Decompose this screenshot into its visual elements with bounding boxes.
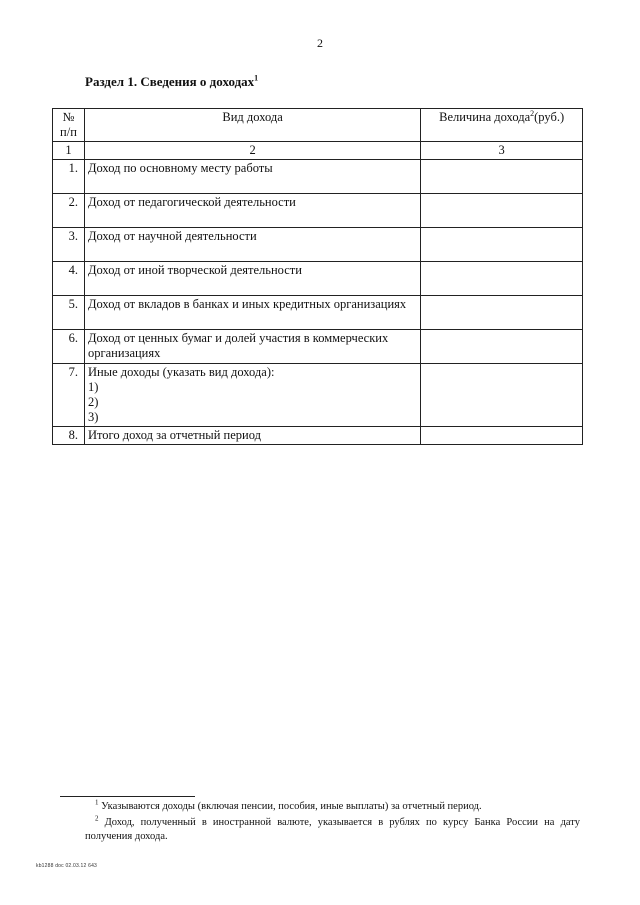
table-row-total bbox=[53, 427, 583, 445]
page-number: 2 bbox=[317, 36, 323, 50]
row-type-other-income bbox=[84, 364, 420, 427]
row-value-cell[interactable] bbox=[421, 296, 583, 330]
document-stamp: kb1288 doc 02.03.12 643 bbox=[36, 863, 98, 869]
footnote-2 bbox=[85, 816, 580, 844]
row-value-cell[interactable] bbox=[421, 262, 583, 296]
header-value-unit: (руб.) bbox=[534, 110, 565, 124]
table-row bbox=[53, 296, 583, 330]
row-value-cell[interactable] bbox=[421, 364, 583, 427]
footnote-1-text: Указываются доходы (включая пенсии, пособия, иные выплаты) за отчетный период. bbox=[101, 801, 482, 812]
row-num: 8. bbox=[53, 427, 85, 445]
column-index-1: 1 bbox=[53, 142, 85, 160]
header-num-line2: п/п bbox=[60, 125, 77, 139]
row-num: 6. bbox=[53, 330, 85, 364]
row-value-cell[interactable] bbox=[421, 330, 583, 364]
header-value-text: Величина дохода bbox=[439, 110, 531, 124]
row-value-cell[interactable] bbox=[421, 160, 583, 194]
header-row bbox=[53, 109, 583, 142]
table-row-other-income bbox=[53, 364, 583, 427]
table-row bbox=[53, 228, 583, 262]
row-type: Доход от иной творческой деятельности bbox=[84, 262, 420, 296]
row-type: Доход от вкладов в банках и иных кредитных организациях bbox=[84, 296, 420, 330]
section-title-text: Раздел 1. Сведения о доходах bbox=[85, 74, 255, 89]
row-type: Доход от педагогической деятельности bbox=[84, 194, 420, 228]
column-index-3: 3 bbox=[421, 142, 583, 160]
row-type: Доход от ценных бумаг и долей участия в коммерческих организациях bbox=[84, 330, 420, 364]
other-income-item-3: 3) bbox=[87, 410, 99, 424]
table-row bbox=[53, 262, 583, 296]
table-row bbox=[53, 194, 583, 228]
row-type: Доход от научной деятельности bbox=[84, 228, 420, 262]
footnote-1-mark: 1 bbox=[95, 798, 99, 807]
footnote-2-text: Доход, полученный в иностранной валюте, указывается в рублях по курсу Банка России на дату получения дохода. bbox=[85, 817, 580, 842]
row-num: 5. bbox=[53, 296, 85, 330]
footnote-divider bbox=[60, 796, 195, 797]
header-value-footnote-mark: 2 bbox=[530, 108, 535, 118]
row-value-cell[interactable] bbox=[421, 194, 583, 228]
section-title-footnote-mark: 1 bbox=[254, 73, 259, 83]
other-income-item-2: 2) bbox=[87, 395, 99, 409]
header-type: Вид дохода bbox=[84, 109, 420, 142]
table-row bbox=[53, 160, 583, 194]
header-value bbox=[421, 109, 583, 142]
income-table bbox=[52, 108, 583, 445]
row-num: 1. bbox=[53, 160, 85, 194]
row-num: 4. bbox=[53, 262, 85, 296]
footnote-1 bbox=[85, 800, 580, 814]
total-value-cell[interactable] bbox=[421, 427, 583, 445]
header-num-line1: № bbox=[62, 110, 75, 124]
other-income-item-1: 1) bbox=[87, 380, 99, 394]
row-num: 2. bbox=[53, 194, 85, 228]
row-num: 3. bbox=[53, 228, 85, 262]
section-title bbox=[85, 74, 258, 90]
row-type: Доход по основному месту работы bbox=[84, 160, 420, 194]
footnote-2-mark: 2 bbox=[95, 814, 99, 823]
column-index-row bbox=[53, 142, 583, 160]
footnotes bbox=[85, 800, 580, 846]
column-index-2: 2 bbox=[84, 142, 420, 160]
row-value-cell[interactable] bbox=[421, 228, 583, 262]
row-num: 7. bbox=[53, 364, 85, 427]
row-type: Иные доходы (указать вид дохода): bbox=[87, 365, 275, 379]
row-type-total: Итого доход за отчетный период bbox=[84, 427, 420, 445]
header-num bbox=[53, 109, 85, 142]
table-row bbox=[53, 330, 583, 364]
